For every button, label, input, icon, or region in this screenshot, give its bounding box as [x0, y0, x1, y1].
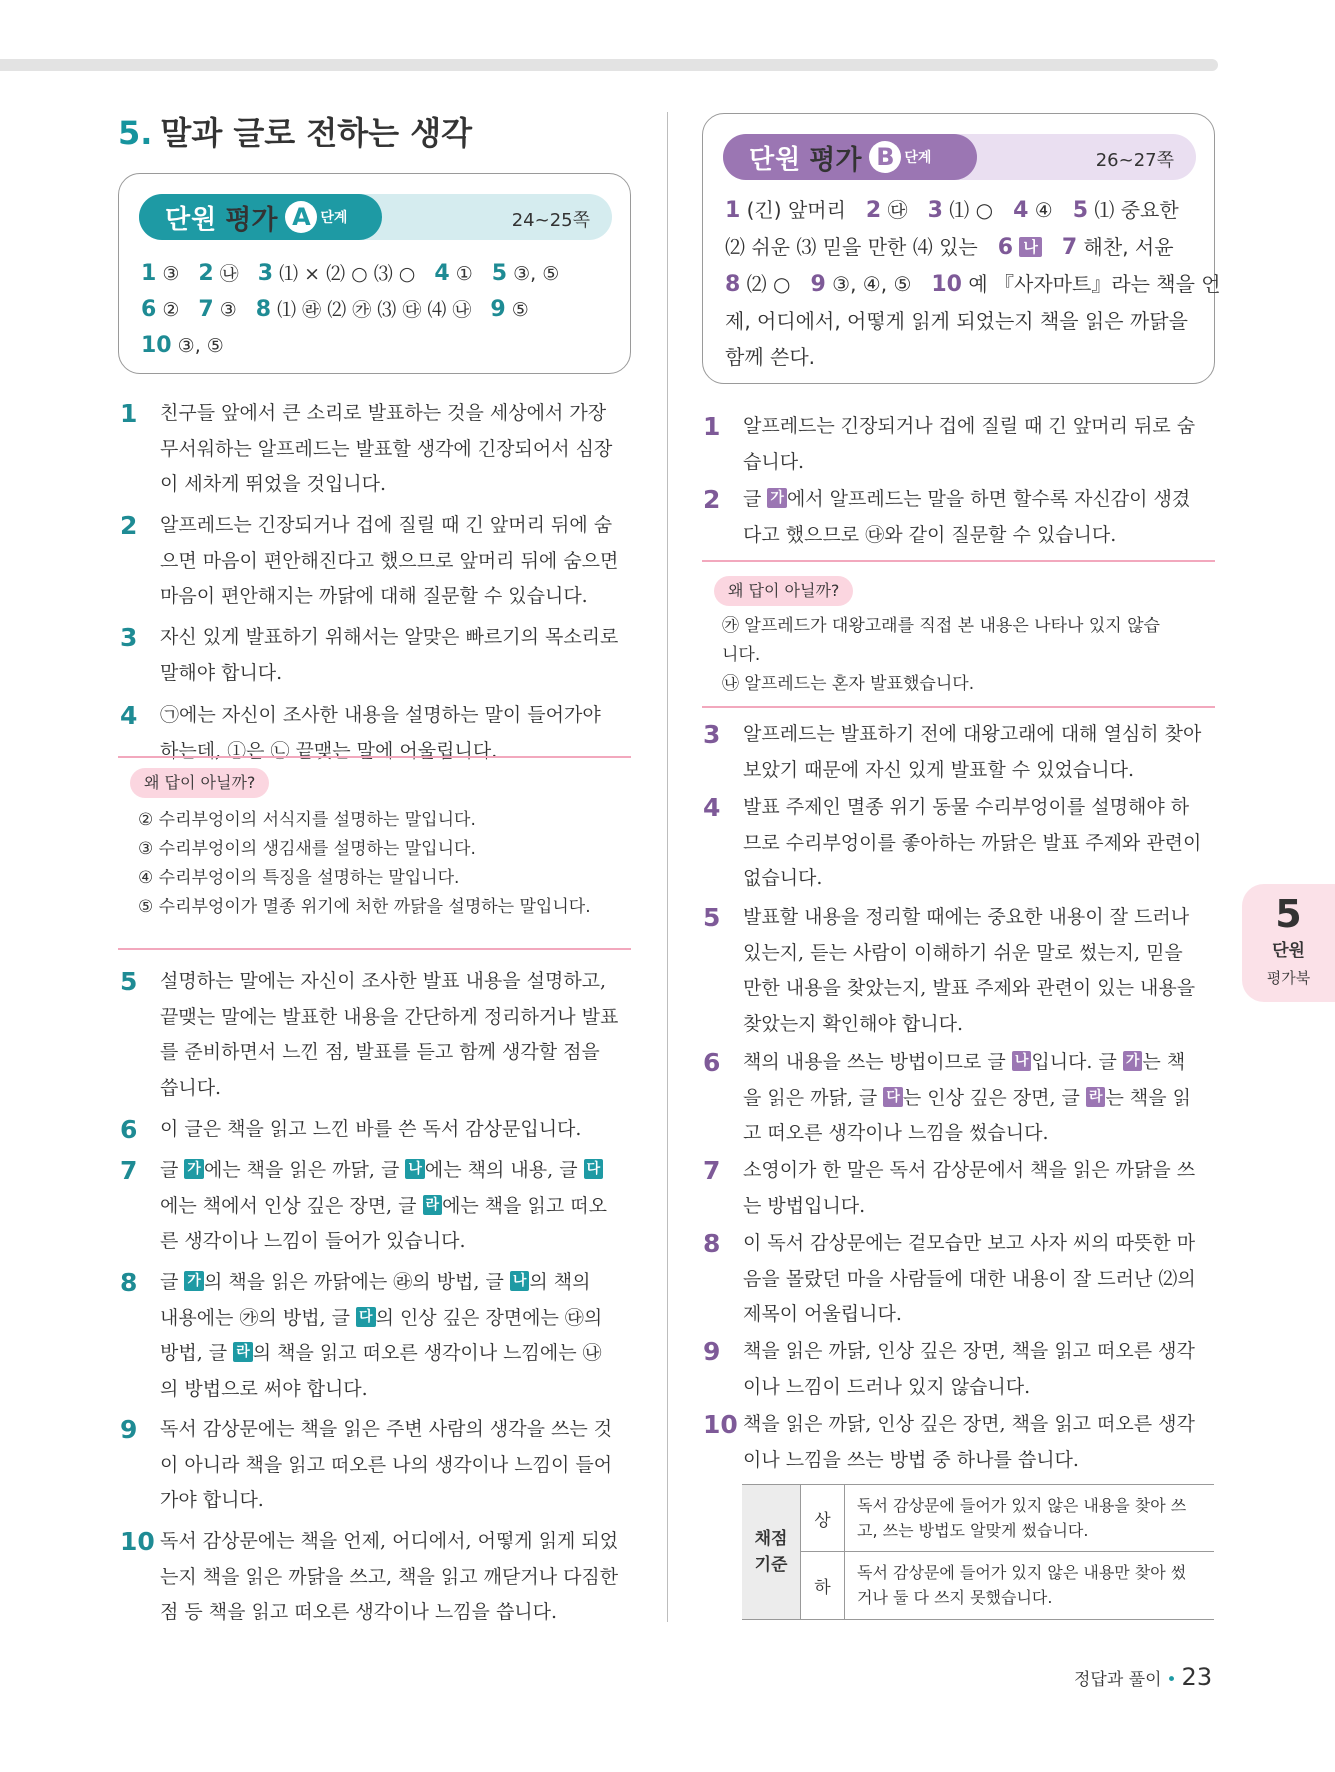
item-number: 6 [120, 1115, 138, 1144]
level-desc [857, 1560, 1186, 1610]
why-not-line: ③ 수리부엉이의 생김새를 설명하는 말입니다. [138, 839, 476, 859]
unit-label: 단원 [165, 204, 218, 235]
answer-value: ⑴ ○ [942, 198, 994, 222]
scoring-row-low [800, 1552, 1214, 1619]
page-number: 23 [1181, 1663, 1213, 1691]
text-line: 이 아니라 책을 읽고 떠오른 나의 생각이나 느낌이 들어 [160, 1453, 613, 1476]
text-line: 발표 주제인 멸종 위기 동물 수리부엉이를 설명해야 하 [743, 796, 1190, 818]
answer-number: 4 [434, 261, 450, 286]
footer-label: 정답과 풀이 [1074, 1670, 1162, 1690]
passage-tag: 라 [233, 1342, 253, 1362]
text-line: 하는데, ①은 ㉡ 끝맺는 말에 어울립니다. [160, 739, 498, 762]
item-number: 8 [703, 1229, 721, 1258]
answer-value: ③, ④, ⑤ [825, 272, 912, 296]
text-line: 를 준비하면서 느낀 점, 발표를 듣고 함께 생각할 점을 [160, 1041, 600, 1063]
text-run: 글 [160, 1159, 185, 1181]
text-line: 자신 있게 발표하기 위해서는 알맞은 빠르기의 목소리로 [160, 626, 619, 648]
text-run: 글 [743, 488, 768, 510]
why-not-line: ② 수리부엉이의 서식지를 설명하는 말입니다. [138, 810, 476, 830]
answer-value: ③ [213, 299, 237, 321]
item-text [160, 1112, 581, 1148]
why-not-line: ⑤ 수리부엉이가 멸종 위기에 처한 까닭을 설명하는 말입니다. [138, 897, 591, 917]
item-number: 10 [120, 1527, 155, 1556]
level-desc [857, 1493, 1186, 1543]
text-line: 끝맺는 말에는 발표한 내용을 간단하게 정리하거나 발표 [160, 1005, 619, 1028]
item-number: 10 [703, 1410, 738, 1439]
text-line: 음을 몰랐던 마을 사람들에 대한 내용이 잘 드러난 ⑵의 [743, 1267, 1196, 1290]
scoring-criteria-head [742, 1485, 800, 1619]
text-line: 가야 합니다. [160, 1489, 264, 1511]
text-line: 마음이 편안해지는 까닭에 대해 질문할 수 있습니다. [160, 585, 588, 607]
text-line: 소영이가 한 말은 독서 감상문에서 책을 읽은 까닭을 쓰 [743, 1159, 1196, 1181]
answer-number: 7 [1061, 235, 1078, 260]
text-line [160, 1189, 607, 1225]
answer-box-a-header [139, 194, 612, 240]
item-number: 3 [120, 623, 138, 652]
item-number: 2 [703, 485, 721, 514]
answer-box-a [118, 173, 631, 374]
item-number: 7 [120, 1156, 138, 1185]
text-run: 에는 책에서 인상 깊은 장면, 글 [160, 1194, 423, 1217]
why-not-box-right [702, 560, 1215, 708]
item-number: 1 [120, 399, 138, 428]
text-line [743, 1045, 1191, 1081]
item-text [743, 900, 1195, 1042]
text-line: 의 방법으로 써야 합니다. [160, 1377, 368, 1400]
answer-number: 3 [927, 198, 943, 223]
why-not-line: ㉮ 알프레드가 대왕고래를 직접 본 내용은 나타나 있지 않습 [722, 616, 1160, 636]
item-text [160, 620, 618, 691]
passage-tag: 다 [356, 1307, 376, 1327]
text-run: 책의 내용을 쓰는 방법이므로 글 [743, 1051, 1012, 1073]
answer-number: 9 [490, 297, 506, 322]
answer-line [141, 328, 559, 364]
answer-value: ㉯ [213, 263, 239, 285]
item-number: 2 [120, 511, 138, 540]
passage-tag: 가 [184, 1159, 204, 1179]
desc-line: 거나 둘 다 쓰지 못했습니다. [857, 1588, 1053, 1607]
item-text [743, 1334, 1195, 1405]
text-line: 므로 수리부엉이를 좋아하는 까닭은 발표 주제와 관련이 [743, 831, 1202, 854]
text-line: 고 떠오른 생각이나 느낌을 썼습니다. [743, 1122, 1049, 1144]
step-letter-badge: A [285, 201, 317, 233]
item-text [160, 1412, 612, 1519]
item-number: 3 [703, 720, 721, 749]
answer-number: 5 [1072, 198, 1088, 223]
item-text [743, 1045, 1191, 1152]
answer-value: ⑴ × ⑵ ○ ⑶ ○ [273, 263, 416, 285]
unit-side-tab [1242, 884, 1335, 1002]
item-text [743, 482, 1190, 553]
answer-key-a [141, 256, 559, 364]
text-line: 책을 읽은 까닭, 인상 깊은 장면, 책을 읽고 떠오른 생각 [743, 1413, 1195, 1435]
text-line: 점 등 책을 읽고 떠오른 생각이나 느낌을 씁니다. [160, 1601, 558, 1623]
answer-line: 함께 쓴다. [725, 345, 815, 369]
text-line: 다고 했으므로 ㉰와 같이 질문할 수 있습니다. [743, 523, 1117, 546]
desc-line: 독서 감상문에 들어가 있지 않은 내용을 찾아 쓰 [857, 1496, 1187, 1515]
column-divider [667, 112, 668, 1622]
top-bar [0, 59, 1218, 71]
answer-value: ① [449, 263, 473, 285]
passage-tag: 가 [184, 1271, 204, 1291]
text-line: 이 글은 책을 읽고 느낀 바를 쓴 독서 감상문입니다. [160, 1118, 582, 1140]
text-run: 내용에는 ㉮의 방법, 글 [160, 1306, 357, 1329]
text-line: 이나 느낌을 쓰는 방법 중 하나를 씁니다. [743, 1448, 1079, 1471]
answer-line [725, 192, 1221, 229]
unit-label: 단원 [749, 144, 802, 175]
head-line: 채점 [754, 1529, 788, 1549]
item-number: 6 [703, 1048, 721, 1077]
passage-tag: 다 [584, 1159, 604, 1179]
answer-number: 10 [931, 272, 962, 297]
text-run: 에는 책을 읽은 까닭, 글 [203, 1159, 406, 1181]
passage-tag: 나 [405, 1159, 425, 1179]
item-number: 5 [120, 967, 138, 996]
why-not-line: ㉯ 알프레드는 혼자 발표했습니다. [722, 674, 975, 694]
answer-value: ⑵ ○ [740, 272, 791, 296]
answer-value: ② [156, 299, 180, 321]
text-line: 는지 책을 읽은 까닭을 쓰고, 책을 읽고 깨닫거나 다짐한 [160, 1565, 619, 1588]
text-line: 이 독서 감상문에는 겉모습만 보고 사자 씨의 따뜻한 마 [743, 1232, 1196, 1254]
eval-label: 평가 [809, 144, 862, 176]
text-line: ㉠에는 자신이 조사한 내용을 설명하는 말이 들어가야 [160, 704, 601, 726]
answer-number: 3 [257, 261, 274, 286]
why-not-tag: 왜 답이 아닐까? [714, 576, 853, 606]
item-number: 1 [703, 412, 721, 441]
answer-line: 제, 어디에서, 어떻게 읽게 되었는지 책을 읽은 까닭을 [725, 309, 1188, 333]
answer-number: 9 [810, 272, 826, 297]
desc-line: 독서 감상문에 들어가 있지 않은 내용만 찾아 썼 [857, 1563, 1187, 1582]
answer-value: ⑴ 중요한 [1088, 198, 1179, 222]
item-number: 5 [703, 903, 721, 932]
item-text [743, 409, 1195, 480]
why-not-line: ④ 수리부엉이의 특징을 설명하는 말입니다. [138, 868, 460, 888]
text-line: 알프레드는 긴장되거나 겁에 질릴 때 긴 앞머리 뒤로 숨 [743, 415, 1196, 437]
text-line: 만한 내용을 찾았는지, 발표 주제와 관련이 있는 내용을 [743, 977, 1196, 999]
passage-tag: 라 [1086, 1087, 1106, 1107]
item-text [160, 1524, 618, 1631]
answer-value: ③, ⑤ [507, 263, 560, 285]
text-line: 제목이 어울립니다. [743, 1303, 902, 1325]
answer-value: ⑤ [505, 299, 529, 321]
answer-box-b-header [723, 134, 1196, 180]
text-line: 말해야 합니다. [160, 661, 283, 684]
text-run: 글 [160, 1271, 185, 1293]
answer-line [141, 292, 559, 328]
side-tab-book: 평가북 [1266, 969, 1311, 987]
text-line: 으면 마음이 편안해진다고 했으므로 앞머리 뒤에 숨으면 [160, 549, 619, 572]
passage-tag: 라 [423, 1195, 443, 1215]
chapter-number: 5. [118, 114, 153, 152]
text-line: 설명하는 말에는 자신이 조사한 발표 내용을 설명하고, [160, 970, 607, 992]
item-number: 7 [703, 1156, 721, 1185]
text-run: 의 인상 깊은 장면에는 ㉰의 [375, 1306, 603, 1329]
chapter-title [118, 108, 472, 154]
text-line [743, 1081, 1191, 1117]
text-line [160, 1301, 602, 1337]
text-line: 보았기 때문에 자신 있게 발표할 수 있었습니다. [743, 758, 1135, 781]
desc-line: 고, 쓰는 방법도 알맞게 썼습니다. [857, 1521, 1089, 1540]
answer-box-a-label [139, 194, 382, 240]
why-not-line: 니다. [722, 645, 761, 665]
step-label: 단계 [904, 150, 932, 166]
answer-key-b [725, 192, 1221, 375]
scoring-criteria-table [742, 1484, 1214, 1620]
text-line: 른 생각이나 느낌이 들어가 있습니다. [160, 1230, 466, 1252]
text-line: 찾았는지 확인해야 합니다. [743, 1012, 964, 1035]
text-line: 발표할 내용을 정리할 때에는 중요한 내용이 잘 드러나 [743, 906, 1190, 928]
text-line: 없습니다. [743, 867, 823, 889]
text-run: 는 인상 깊은 장면, 글 [902, 1086, 1086, 1109]
text-line: 알프레드는 긴장되거나 겁에 질릴 때 긴 앞머리 뒤에 숨 [160, 514, 613, 536]
answer-number: 4 [1013, 198, 1029, 223]
text-run: 의 책의 [529, 1271, 591, 1293]
why-not-box-left [118, 756, 631, 950]
item-text [743, 790, 1201, 897]
scoring-row-high [800, 1485, 1214, 1552]
answer-number: 5 [491, 261, 508, 286]
answer-number: 8 [725, 272, 741, 297]
side-tab-number: 5 [1275, 892, 1302, 936]
answer-value: ④ [1028, 198, 1053, 222]
text-line [743, 482, 1190, 518]
passage-tag: 나 [1012, 1051, 1032, 1071]
item-number: 8 [120, 1268, 138, 1297]
level-label: 상 [801, 1485, 845, 1551]
answer-number: 6 [141, 297, 157, 322]
text-run: 의 책을 읽고 떠오른 생각이나 느낌에는 ㉯ [252, 1342, 602, 1364]
text-line: 친구들 앞에서 큰 소리로 발표하는 것을 세상에서 가장 [160, 402, 607, 424]
item-number: 4 [703, 793, 721, 822]
item-text [160, 1265, 602, 1407]
item-text [743, 1153, 1195, 1224]
passage-tag: 가 [1123, 1051, 1143, 1071]
answer-value: 예 『사자마트』라는 책을 언 [962, 272, 1221, 296]
text-run: 입니다. 글 [1031, 1051, 1123, 1073]
item-text [743, 1226, 1196, 1333]
text-run: 는 책 [1142, 1051, 1186, 1073]
answer-box-b-label [723, 134, 977, 180]
text-line [160, 1153, 607, 1189]
answer-value: 해찬, 서윤 [1077, 235, 1174, 259]
text-line: 무서워하는 알프레드는 발표할 생각에 긴장되어서 심장 [160, 437, 613, 460]
text-line: 는 방법입니다. [743, 1194, 866, 1217]
why-not-tag: 왜 답이 아닐까? [130, 768, 269, 798]
page-footer [1074, 1663, 1212, 1691]
item-text [743, 1407, 1195, 1478]
item-number: 9 [703, 1337, 721, 1366]
head-line: 기준 [754, 1555, 788, 1575]
passage-tag: 다 [883, 1087, 903, 1107]
item-text [160, 964, 618, 1106]
side-tab-unit: 단원 [1272, 941, 1305, 961]
item-number: 9 [120, 1415, 138, 1444]
page-range: 24~25쪽 [511, 210, 590, 231]
text-run: 에는 책의 내용, 글 [424, 1159, 584, 1181]
text-line: 책을 읽은 까닭, 인상 깊은 장면, 책을 읽고 떠오른 생각 [743, 1340, 1195, 1362]
answer-value: ③ [156, 263, 180, 285]
item-text [743, 717, 1201, 788]
step-label: 단계 [320, 210, 348, 226]
answer-line [725, 229, 1221, 266]
answer-value: ⑵ 쉬운 ⑶ 믿을 만한 ⑷ 있는 [725, 235, 978, 259]
chapter-name: 말과 글로 전하는 생각 [160, 114, 473, 152]
text-run: 을 읽은 까닭, 글 [743, 1086, 884, 1109]
answer-value: ③, ⑤ [171, 335, 224, 357]
answer-number: 2 [198, 261, 214, 286]
text-line: 씁니다. [160, 1076, 222, 1099]
passage-tag: 가 [767, 488, 787, 508]
text-run: 에는 책을 읽고 떠오 [442, 1194, 608, 1217]
answer-number: 1 [141, 261, 157, 286]
text-line: 이나 느낌이 드러나 있지 않습니다. [743, 1375, 1031, 1398]
why-not-lines [138, 806, 591, 922]
answer-line [141, 256, 559, 292]
answer-value: ㉰ [881, 198, 908, 222]
item-number: 4 [120, 701, 138, 730]
step-letter-badge: B [869, 141, 901, 173]
text-run: 에서 알프레드는 말을 하면 할수록 자신감이 생겼 [786, 488, 1191, 510]
text-line: 독서 감상문에는 책을 읽은 주변 사람의 생각을 쓰는 것 [160, 1418, 613, 1440]
passage-tag: 나 [510, 1271, 530, 1291]
answer-value: (긴) 앞머리 [740, 198, 846, 222]
item-text [160, 508, 618, 615]
level-label: 하 [801, 1552, 845, 1619]
passage-tag: 나 [1019, 237, 1042, 257]
answer-number: 1 [725, 198, 741, 223]
answer-number: 6 [997, 235, 1014, 260]
text-line [160, 1265, 602, 1301]
answer-line [725, 266, 1221, 303]
text-line: 독서 감상문에는 책을 언제, 어디에서, 어떻게 읽게 되었 [160, 1530, 619, 1552]
answer-number: 8 [255, 297, 272, 322]
answer-number: 10 [141, 333, 172, 358]
footer-dot: • [1166, 1670, 1177, 1690]
page-range: 26~27쪽 [1095, 150, 1174, 171]
item-text [160, 396, 612, 503]
why-not-lines [722, 612, 1160, 699]
answer-value: ⑴ ㉱ ⑵ ㉮ ⑶ ㉰ ⑷ ㉯ [271, 299, 472, 321]
text-line: 있는지, 듣는 사람이 이해하기 쉬운 말로 썼는지, 믿을 [743, 941, 1183, 964]
answer-number: 7 [198, 297, 214, 322]
text-line [160, 1336, 602, 1372]
text-line: 습니다. [743, 450, 805, 473]
text-line: 이 세차게 뛰었을 것입니다. [160, 473, 387, 495]
answer-box-b [702, 113, 1221, 384]
eval-label: 평가 [225, 204, 278, 236]
text-run: 의 책을 읽은 까닭에는 ㉱의 방법, 글 [203, 1271, 510, 1293]
text-run: 방법, 글 [160, 1342, 234, 1364]
item-text [160, 1153, 607, 1260]
text-run: 는 책을 읽 [1105, 1086, 1191, 1109]
answer-number: 2 [865, 198, 882, 223]
text-line: 알프레드는 발표하기 전에 대왕고래에 대해 열심히 찾아 [743, 723, 1202, 745]
